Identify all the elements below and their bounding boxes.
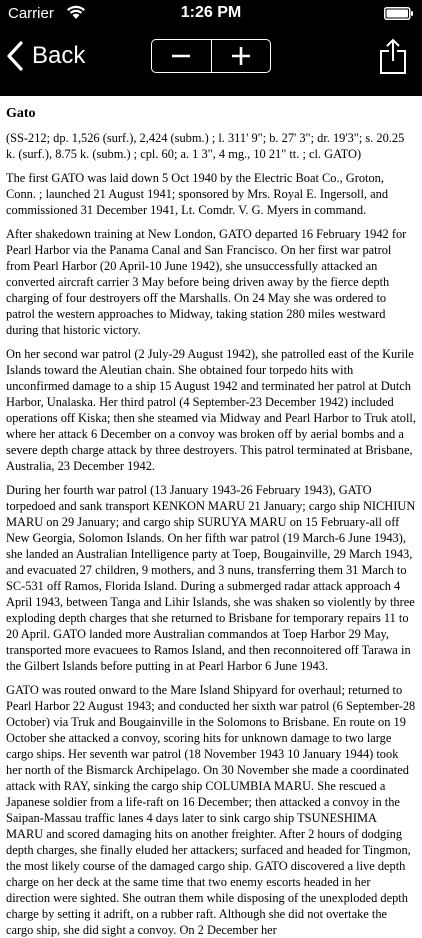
article-title: Gato xyxy=(6,106,36,121)
article-paragraph: On her second war patrol (2 July-29 August 1942), she patrolled east of the Kurile Islands toward the Aleutian chain. She obtained four torpedo hits with unconfirmed damage to a ship 15 August 1942 and terminated her patrol at Dutch Harbor, Unalaska. Her third patrol (4 September-23 December 1942) included operations off Kiska; then she steamed via Midway and Pearl Harbor to Truk atoll, where her attack 6 December on a convoy was broken off by aerial bombs and a severe depth charge attack by three destroyers. This patrol terminated at Brisbane, Australia, 23 December 1942. xyxy=(6,347,416,473)
navigation-bar xyxy=(0,28,422,84)
minus-icon xyxy=(170,45,192,67)
plus-icon xyxy=(230,45,252,67)
carrier-label: Carrier xyxy=(8,5,54,22)
zoom-in-button[interactable] xyxy=(211,40,271,72)
status-time: 1:26 PM xyxy=(180,4,242,21)
article-paragraph: The first GATO was laid down 5 Oct 1940 by the Electric Boat Co., Groton, Conn. ; launched 21 August 1941; sponsored by Mrs. Royal E. Ingersoll, and commissioned 31 December 1941, Lt. Comdr. V. G. Myers in command. xyxy=(6,171,389,217)
chevron-left-icon xyxy=(6,41,24,71)
back-label: Back xyxy=(32,42,86,69)
battery-icon xyxy=(384,7,414,20)
top-bar xyxy=(0,0,422,96)
article-content xyxy=(0,96,422,937)
article-paragraph: During her fourth war patrol (13 January 1943-26 February 1943), GATO torpedoed and sank transport KENKON MARU 21 January; cargo ship NICHIUN MARU on 29 January; and cargo ship SURUYA MARU on 15 February-all off New Georgia, Solomon Islands. On her fifth war patrol (19 March-6 June 1943), she landed an Australian Intelligence party at Toep, Bougainville, 29 March 1943, and evacuated 27 children, 9 mothers, and 3 nuns, transferring them 31 March to SC-531 off Ramos, Florida Island. During a submerged radar attack approach 4 April 1943, between Tanga and Lihir Islands, she was shaken so violently by three exploding depth charges that she returned to Brisbane for temporary repairs 11 to 20 April. GATO landed more Australian commandos at Toep Harbor 29 May, transported more evacuees to Ramos Island, and then reconnoitered off Tarawa in the Gilbert Islands before putting in at Pearl Harbor 6 June 1943. xyxy=(6,483,416,673)
zoom-out-button[interactable] xyxy=(152,40,211,72)
article-paragraph: GATO was routed onward to the Mare Island Shipyard for overhaul; returned to Pearl Harbor 22 August 1943; and conducted her sixth war patrol (6 September-28 October) via Truk and Bougainville in the Solomons to Brisbane. En route on 19 October she attacked a convoy, scoring hits for unknown damage to two large cargo ships. Her seventh war patrol (18 November 1943 10 January 1944) took her north of the Bismarck Archipelago. On 30 November she made a coordinated attack with RAY, sinking the cargo ship COLUMBIA MARU. She rescued a Japanese soldier from a life-raft on 16 December; then attacked a convoy in the Saipan-Massau traffic lanes 4 days later to sink cargo ship TSUNESHIMA MARU and scored damaging hits on another freighter. After 2 hours of dodging depth charges, she finally eluded her attackers; surfaced and headed for Tingmon, the most likely course of the damaged cargo ship. GATO discovered a live depth charge on her deck at the same time that two enemy escorts headed in her direction were sighted. She outran them while disposing of the unexploded depth charge by setting it adrift, on a rubber raft. Although she did not overtake the cargo ship, she did sight a convoy. On 2 December her xyxy=(6,683,416,937)
back-button[interactable] xyxy=(6,34,85,78)
share-icon[interactable] xyxy=(378,37,408,75)
article-paragraph: (SS-212; dp. 1,526 (surf.), 2,424 (subm.) ; l. 311' 9"; b. 27' 3"; dr. 19'3"; s. 20.25 k. (surf.), 8.75 k. (subm.) ; cpl. 60; a. 1 3", 4 mg., 10 21" tt. ; cl. GATO) xyxy=(6,131,405,161)
status-bar xyxy=(0,0,422,28)
article-paragraph: After shakedown training at New London, GATO departed 16 February 1942 for Pearl Harbor via the Panama Canal and San Francisco. On her first war patrol from Pearl Harbor (20 April-10 June 1942), she unsuccessfully attacked an converted aircraft carrier 3 May before being driven away by the fierce depth charging of four destroyers off the Marshalls. On 24 May she was ordered to patrol the western approaches to Midway, taking station 280 miles westward during that historic victory. xyxy=(6,227,407,337)
zoom-control xyxy=(151,39,271,73)
